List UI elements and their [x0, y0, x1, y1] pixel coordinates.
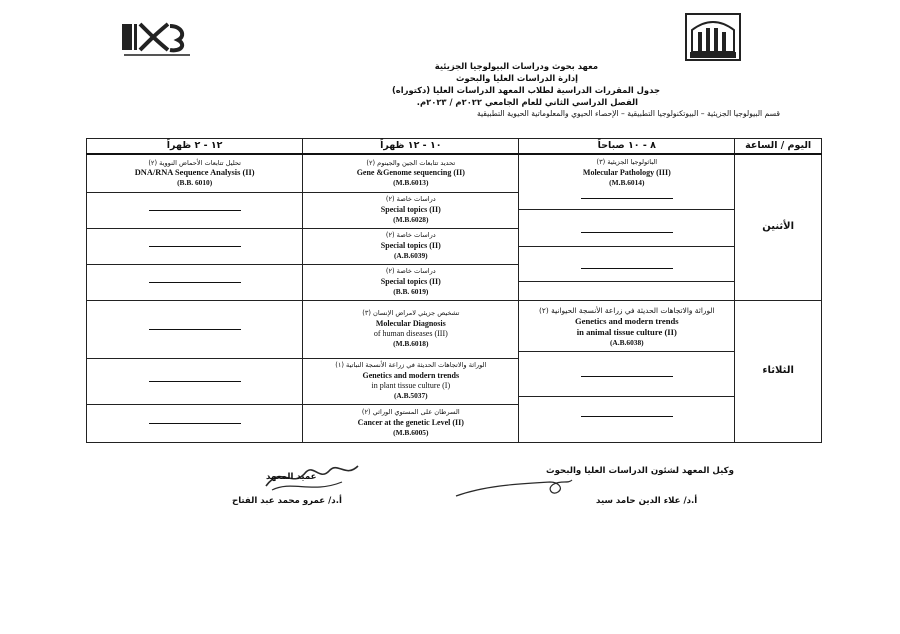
- course-cell: [87, 154, 303, 192]
- day-monday: الأثنين: [735, 154, 822, 300]
- departments-line: قسم البيولوجيا الجزيئية – البيوتكنولوجيا التطبيقية – الإحصاء الحيوي والمعلوماتية الحيوية التطبيقية: [476, 109, 780, 118]
- empty-slot-line: [581, 268, 673, 269]
- empty-slot-line: [149, 246, 241, 247]
- header-slot-10-12: ١٠ - ١٢ ظهراً: [303, 139, 519, 155]
- course-cell: [303, 228, 519, 264]
- empty-slot-line: [581, 376, 673, 377]
- university-logo-icon: [684, 12, 742, 62]
- course-name-en-line2: in plant tissue culture (I): [371, 381, 451, 390]
- dean-title: عميد المعهد: [266, 472, 317, 482]
- course-code: (A.B.6039): [393, 250, 428, 260]
- table-header-row: [87, 139, 822, 155]
- course-name-en: Special topics (II): [380, 241, 441, 251]
- course-name-en: Gene &Genome sequencing (II): [356, 168, 465, 178]
- empty-slot-line: [149, 423, 241, 424]
- course-code: (M.B.6018): [393, 338, 429, 348]
- course-code: (A.B.5037): [393, 390, 428, 400]
- course-name-ar: الباثولوجيا الجزيئية (٣): [596, 158, 658, 166]
- course-cell: [519, 154, 735, 300]
- course-cell: [303, 300, 519, 358]
- empty-slot-line: [581, 416, 673, 417]
- course-cell: [519, 300, 735, 442]
- course-name-ar: تحليل تتابعات الأحماض النووية (٢): [148, 158, 241, 167]
- course-name-ar: الوراثة والاتجاهات الحديثة في زراعة الأنسجة النباتية (١): [335, 361, 487, 370]
- empty-cell: [87, 228, 303, 264]
- empty-slot-line: [581, 232, 673, 233]
- course-code: (A.B.6038): [609, 337, 644, 347]
- course-name-ar: دراسات خاصة (٢): [385, 195, 436, 204]
- vice-dean-signature-icon: [454, 474, 574, 502]
- institute-dna-logo-icon: [112, 16, 202, 72]
- empty-slot-line: [581, 198, 673, 199]
- empty-slot-line: [149, 210, 241, 211]
- course-name-en: Special topics (II): [380, 205, 441, 215]
- course-cell: [303, 358, 519, 404]
- course-name-ar: دراسات خاصة (٢): [385, 231, 436, 240]
- course-code: (B.B. 6010): [177, 178, 213, 188]
- course-name-ar: تشخيص جزيئي لامراض الإنسان (٣): [362, 309, 460, 318]
- schedule-title: جدول المقررات الدراسية لطلاب المعهد الدراسات العليا (دكتوراه): [391, 85, 660, 95]
- course-name-en: Genetics and modern trends: [574, 315, 679, 326]
- header-slot-12-2: ١٢ - ٢ ظهراً: [87, 139, 303, 155]
- empty-cell: [87, 404, 303, 442]
- course-name-en: Molecular Diagnosis: [375, 319, 446, 329]
- course-name-en-line2: of human diseases (III): [373, 329, 448, 338]
- course-name-en-line2: in animal tissue culture (II): [576, 326, 677, 337]
- empty-cell: [87, 300, 303, 358]
- document-header: [270, 60, 780, 120]
- empty-slot-line: [149, 381, 241, 382]
- course-code: (M.B.6005): [393, 427, 429, 437]
- course-cell: [303, 264, 519, 300]
- empty-cell: [87, 358, 303, 404]
- course-name-en: Special topics (II): [380, 277, 441, 287]
- table-row: [87, 300, 822, 358]
- semester-line: الفصل الدراسي الثاني للعام الجامعي ٢٠٢٢م / ٢٠٢٣م.: [416, 97, 638, 107]
- vice-dean-title: وكيل المعهد لشئون الدراسات العليا والبحوث: [546, 466, 734, 476]
- empty-slot-line: [149, 329, 241, 330]
- day-tuesday: الثلاثاء: [735, 300, 822, 442]
- course-name-en: DNA/RNA Sequence Analysis (II): [134, 168, 255, 178]
- course-cell: [303, 154, 519, 192]
- course-code: (B.B. 6019): [393, 286, 429, 296]
- empty-cell: [87, 264, 303, 300]
- course-name-ar: تحديد تتابعات الجين والجينوم (٢): [366, 158, 456, 167]
- vice-dean-name: أ.د/ علاء الدين حامد سيد: [596, 496, 698, 506]
- course-name-ar: السرطان على المستوي الوراثي (٢): [361, 408, 460, 417]
- header-slot-8-10: ٨ - ١٠ صباحاً: [519, 139, 735, 155]
- header-day-time: اليوم / الساعة: [735, 139, 822, 155]
- empty-slot-line: [149, 282, 241, 283]
- department-name: إدارة الدراسات العليا والبحوث: [456, 73, 578, 83]
- course-name-en: Genetics and modern trends: [362, 371, 460, 381]
- course-code: (M.B.6028): [393, 214, 429, 224]
- schedule-table: [86, 138, 822, 443]
- dean-name: أ.د/ عمرو محمد عبد الفتاح: [232, 496, 342, 506]
- course-cell: [303, 192, 519, 228]
- course-name-ar: دراسات خاصة (٢): [385, 267, 436, 276]
- course-name-en: Molecular Pathology (III): [582, 167, 671, 177]
- course-name-ar: الوراثة والاتجاهات الحديثة في زراعة الأنسجة الحيوانية (٢): [539, 305, 715, 315]
- course-code: (M.B.6014): [609, 177, 645, 187]
- course-name-en: Cancer at the genetic Level (II): [357, 418, 464, 428]
- table-row: [87, 154, 822, 192]
- course-code: (M.B.6013): [393, 178, 429, 188]
- institute-name: معهد بحوث ودراسات البيولوجيا الجزيئية: [434, 61, 598, 71]
- empty-cell: [87, 192, 303, 228]
- course-cell: [303, 404, 519, 442]
